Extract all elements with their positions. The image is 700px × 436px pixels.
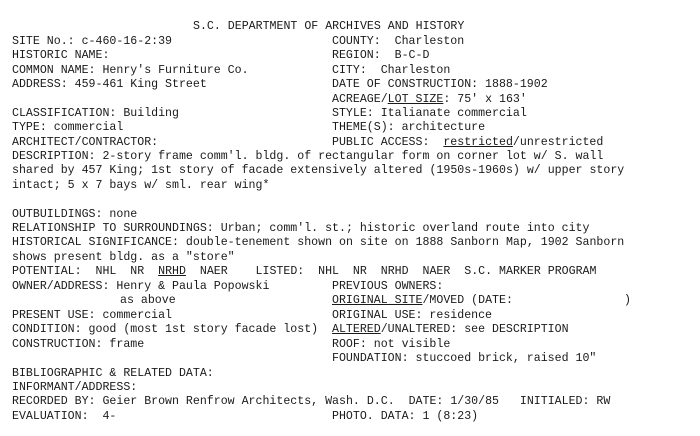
- themes: THEME(S): architecture: [332, 121, 486, 134]
- lot-size-label: LOT SIZE: [387, 93, 444, 106]
- public-access: [332, 136, 603, 150]
- description-line: shared by 457 King; 1st story of facade extensively altered (1950s-1960s) w/ upper story: [12, 164, 625, 177]
- description-line: intact; 5 x 7 bays w/ sml. rear wing*: [12, 179, 270, 192]
- historic-name: HISTORIC NAME:: [12, 49, 110, 62]
- style: STYLE: Italianate commercial: [332, 107, 527, 120]
- unrestricted-value: /unrestricted: [512, 136, 604, 149]
- architect-contractor: ARCHITECT/CONTRACTOR:: [12, 136, 159, 149]
- present-use: PRESENT USE: commercial: [12, 309, 173, 322]
- roof: ROOF: not visible: [332, 338, 451, 351]
- potential-label: POTENTIAL: NHL NR: [12, 265, 159, 278]
- original-use: ORIGINAL USE: residence: [332, 309, 493, 322]
- nrhd-selected: NRHD: [158, 265, 186, 278]
- public-access-label: PUBLIC ACCESS:: [332, 136, 444, 149]
- owner-address: OWNER/ADDRESS: Henry & Paula Popowski: [12, 280, 270, 293]
- altered-unaltered: [332, 323, 569, 337]
- listed-options: NAER LISTED: NHL NR NRHD NAER S.C. MARKER PROGRAM: [185, 265, 597, 278]
- classification: CLASSIFICATION: Building: [12, 107, 179, 120]
- unaltered-label: /UNALTERED: see DESCRIPTION: [380, 323, 569, 336]
- site-number: SITE No.: c-460-16-2:39: [12, 35, 173, 48]
- informant-address: INFORMANT/ADDRESS:: [12, 381, 138, 394]
- city: CITY: Charleston: [332, 64, 451, 77]
- address: ADDRESS: 459-461 King Street: [12, 78, 207, 91]
- region: REGION: B-C-D: [332, 49, 430, 62]
- previous-owners: PREVIOUS OWNERS:: [332, 280, 444, 293]
- description-line: DESCRIPTION: 2-story frame comm'l. bldg. of rectangular form on corner lot w/ S. wall: [12, 150, 604, 163]
- photo-data: PHOTO. DATA: 1 (8:23): [332, 410, 479, 423]
- moved-date-label: /MOVED (DATE:: [422, 294, 513, 307]
- acreage-lot-size: [332, 93, 527, 107]
- construction: CONSTRUCTION: frame: [12, 338, 145, 351]
- original-site-moved: [332, 294, 513, 308]
- relationship-to-surroundings: RELATIONSHIP TO SURROUNDINGS: Urban; comm'l. st.; historic overland route into city: [12, 222, 590, 235]
- foundation: FOUNDATION: stuccoed brick, raised 10": [332, 352, 597, 365]
- bibliographic-data: BIBLIOGRAPHIC & RELATED DATA:: [12, 367, 214, 380]
- outbuildings: OUTBUILDINGS: none: [12, 208, 138, 221]
- historical-significance-cont: shows present bldg. as a "store": [12, 251, 235, 264]
- potential-listed: [12, 265, 596, 279]
- lot-size-value: : 75' x 163': [443, 93, 527, 106]
- date-of-construction: DATE OF CONSTRUCTION: 1888-1902: [332, 78, 548, 91]
- altered-selected: ALTERED: [332, 323, 381, 336]
- evaluation: EVALUATION: 4-: [12, 410, 117, 423]
- original-site-selected: ORIGINAL SITE: [332, 294, 423, 307]
- common-name: COMMON NAME: Henry's Furniture Co.: [12, 64, 249, 77]
- acreage-label: ACREAGE/: [332, 93, 388, 106]
- owner-address-cont: as above: [120, 294, 176, 307]
- moved-date-close: ): [624, 294, 631, 307]
- type: TYPE: commercial: [12, 121, 124, 134]
- condition: CONDITION: good (most 1st story facade lost): [12, 323, 319, 336]
- historical-significance: HISTORICAL SIGNIFICANCE: double-tenement shown on site on 1888 Sanborn Map, 1902 Sanborn: [12, 236, 625, 249]
- county: COUNTY: Charleston: [332, 35, 465, 48]
- recorded-by: RECORDED BY: Geier Brown Renfrow Architects, Wash. D.C. DATE: 1/30/85 INITIALED: RW: [12, 395, 611, 408]
- restricted-value: restricted: [443, 136, 513, 149]
- form-header: S.C. DEPARTMENT OF ARCHIVES AND HISTORY: [193, 20, 465, 33]
